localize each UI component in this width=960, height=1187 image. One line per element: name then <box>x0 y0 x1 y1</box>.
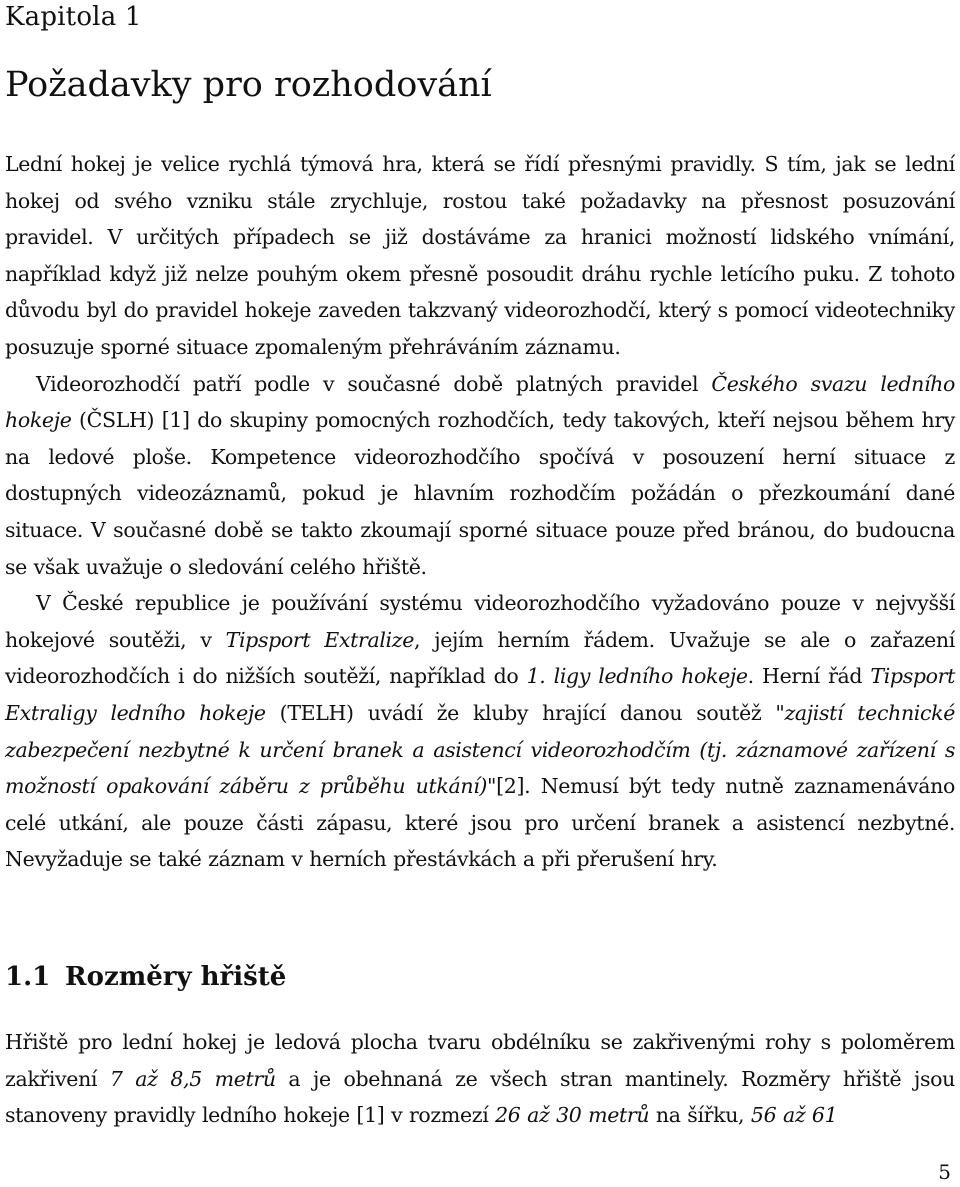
italic-text: 1. ligy ledního hokeje <box>526 664 748 689</box>
italic-text: 26 až 30 metrů <box>495 1103 650 1128</box>
text-run: V České republice je používání systému videorozhodčího vyžadováno pouze v nejvyšší hokejové soutěži, v <box>5 591 955 652</box>
intro-text <box>5 146 955 878</box>
text-run: Videorozhodčí patří podle v současné době platných pravidel <box>36 371 712 396</box>
chapter-label: Kapitola 1 <box>5 2 142 32</box>
paragraph: Lední hokej je velice rychlá týmová hra, která se řídí přesnými pravidly. S tím, jak se lední hokej od svého vzniku stále zrychluje, rostou také požadavky na přesnost posuzování pravidel. V určitých případech se již dostáváme za hranici možností lidského vnímání, například když již nelze pouhým okem přesně posoudit dráhu rychle letícího puku. Z tohoto důvodu byl do pravidel hokeje zaveden takzvaný videorozhodčí, který s pomocí videotechniky posuzuje sporné situace zpomaleným přehráváním záznamu. <box>5 152 955 359</box>
italic-text: Tipsport Extraligy ledního hokeje <box>5 664 955 725</box>
paragraph <box>5 585 955 878</box>
text-run: (ČSLH) [1] do skupiny pomocných rozhodčích, tedy takových, kteří nejsou během hry na ledové ploše. Kompetence videorozhodčího spočívá v posouzení herní situace z dostupných videozáznamů, pokud je hlavním rozhodčím požádán o přezkoumání dané situace. V současné době se takto zkoumají sporné situace pouze před bránou, do budoucna se však uvažuje o sledování celého hřiště. <box>5 408 955 579</box>
quoted-italic-text: zajistí technické zabezpečení nezbytné k určení branek a asistencí videorozhodčím (tj. záznamové zařízení s možností opakování záběru z průběhu utkání) <box>5 700 955 799</box>
text-run: , jejím herním řádem. Uvažuje se ale o zařazení videorozhodčích i do nižších soutěží, například do <box>5 627 955 689</box>
italic-text: 56 až 61 <box>750 1103 838 1128</box>
paragraph <box>5 1024 955 1134</box>
italic-text: Českého svazu ledního hokeje <box>5 371 955 433</box>
paragraph <box>5 366 955 586</box>
text-run: . Herní řád <box>747 664 871 689</box>
italic-text: Tipsport Extralize <box>225 627 414 652</box>
text-run: Hřiště pro lední hokej je ledová plocha tvaru obdélníku se zakřivenými rohy s poloměrem zakřivení <box>5 1030 955 1091</box>
italic-text: 7 až 8,5 metrů <box>109 1066 276 1091</box>
section-number: 1.1 <box>5 962 51 992</box>
section-title: Rozměry hřiště <box>65 962 287 992</box>
document-page <box>5 0 955 1187</box>
text-run: (TELH) uvádí že kluby hrající danou soutěž " <box>265 700 785 725</box>
section-heading <box>5 957 286 997</box>
chapter-title: Požadavky pro rozhodování <box>5 65 492 105</box>
section-text <box>5 1024 955 1134</box>
text-run: "[2]. Nemusí být tedy nutně zaznamenáváno celé utkání, ale pouze části zápasu, které jsou pro určení branek a asistencí nezbytné. Nevyžaduje se také záznam v herních přestávkách a při přerušení hry. <box>5 774 955 872</box>
text-run: na šířku, <box>649 1103 751 1128</box>
page-number: 5 <box>938 1160 951 1184</box>
text-run: a je obehnaná ze všech stran mantinely. Rozměry hřiště jsou stanoveny pravidly ledního hokeje [1] v rozmezí <box>5 1066 955 1128</box>
